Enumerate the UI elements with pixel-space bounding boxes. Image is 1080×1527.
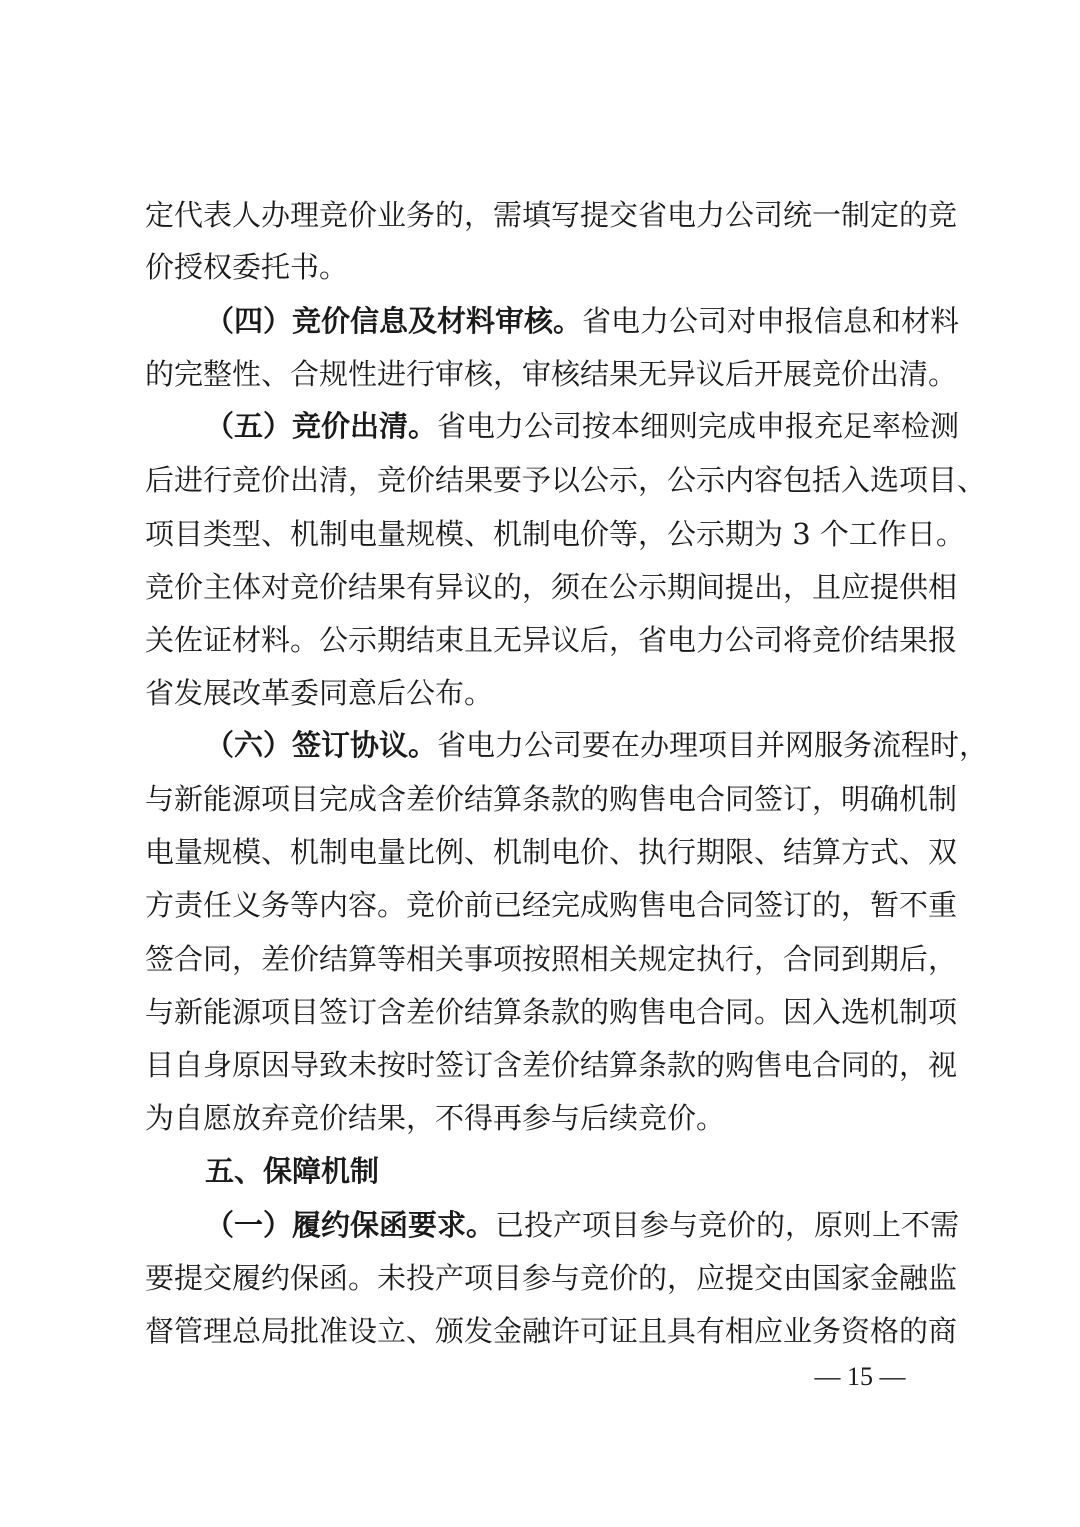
paragraph-first-line (205, 1207, 960, 1243)
page-number: — 15 — (814, 1362, 906, 1391)
text-line: 项目类型、机制电量规模、机制电价等，公示期为 3 个工作日。 (145, 517, 965, 551)
paragraph-lead: （六）签订协议。 (205, 728, 438, 762)
text-line: 与新能源项目完成含差价结算条款的购售电合同签订，明确机制 (145, 782, 958, 816)
text-line: 省发展改革委同意后公布。 (145, 676, 494, 710)
text-line: 方责任义务等内容。竞价前已经完成购售电合同签订的，暂不重 (145, 888, 958, 922)
text-line: 为自愿放弃竞价结果，不得再参与后续竞价。 (145, 1101, 726, 1135)
text-line: 价授权委托书。 (145, 250, 349, 284)
text-line: 与新能源项目签订含差价结算条款的购售电合同。因入选机制项 (145, 995, 958, 1029)
paragraph-lead: （四）竞价信息及材料审核。 (205, 304, 583, 338)
paragraph-first-line (205, 727, 989, 763)
text-line: 电量规模、机制电量比例、机制电价、执行期限、结算方式、双 (145, 835, 958, 869)
text-line: 竞价主体对竞价结果有异议的，须在公示期间提出，且应提供相 (145, 570, 958, 604)
text-line: 签合同，差价结算等相关事项按照相关规定执行，合同到期后， (145, 942, 958, 976)
paragraph-text: 省电力公司要在办理项目并网服务流程时， (437, 728, 989, 762)
paragraph-lead: （五）竞价出清。 (205, 409, 438, 443)
text-line: 目自身原因导致未按时签订含差价结算条款的购售电合同的，视 (145, 1048, 958, 1082)
text-line: 要提交履约保函。未投产项目参与竞价的，应提交由国家金融监 (145, 1261, 958, 1295)
paragraph-text: 省电力公司按本细则完成申报充足率检测 (437, 409, 960, 443)
paragraph-text: 已投产项目参与竞价的，原则上不需 (495, 1208, 960, 1242)
paragraph-first-line (205, 408, 960, 444)
paragraph-lead: （一）履约保函要求。 (205, 1208, 496, 1242)
text-line: 定代表人办理竞价业务的，需填写提交省电力公司统一制定的竞 (145, 198, 958, 232)
paragraph-text: 省电力公司对申报信息和材料 (582, 304, 960, 338)
text-line: 后进行竞价出清，竞价结果要予以公示，公示内容包括入选项目、 (145, 463, 987, 497)
text-line: 督管理总局批准设立、颁发金融许可证且具有相应业务资格的商 (145, 1314, 958, 1348)
section-heading: 五、保障机制 (205, 1154, 380, 1188)
text-line: 关佐证材料。公示期结束且无异议后，省电力公司将竞价结果报 (145, 623, 958, 657)
text-line: 的完整性、合规性进行审核，审核结果无异议后开展竞价出清。 (145, 357, 958, 391)
paragraph-first-line (205, 303, 960, 339)
